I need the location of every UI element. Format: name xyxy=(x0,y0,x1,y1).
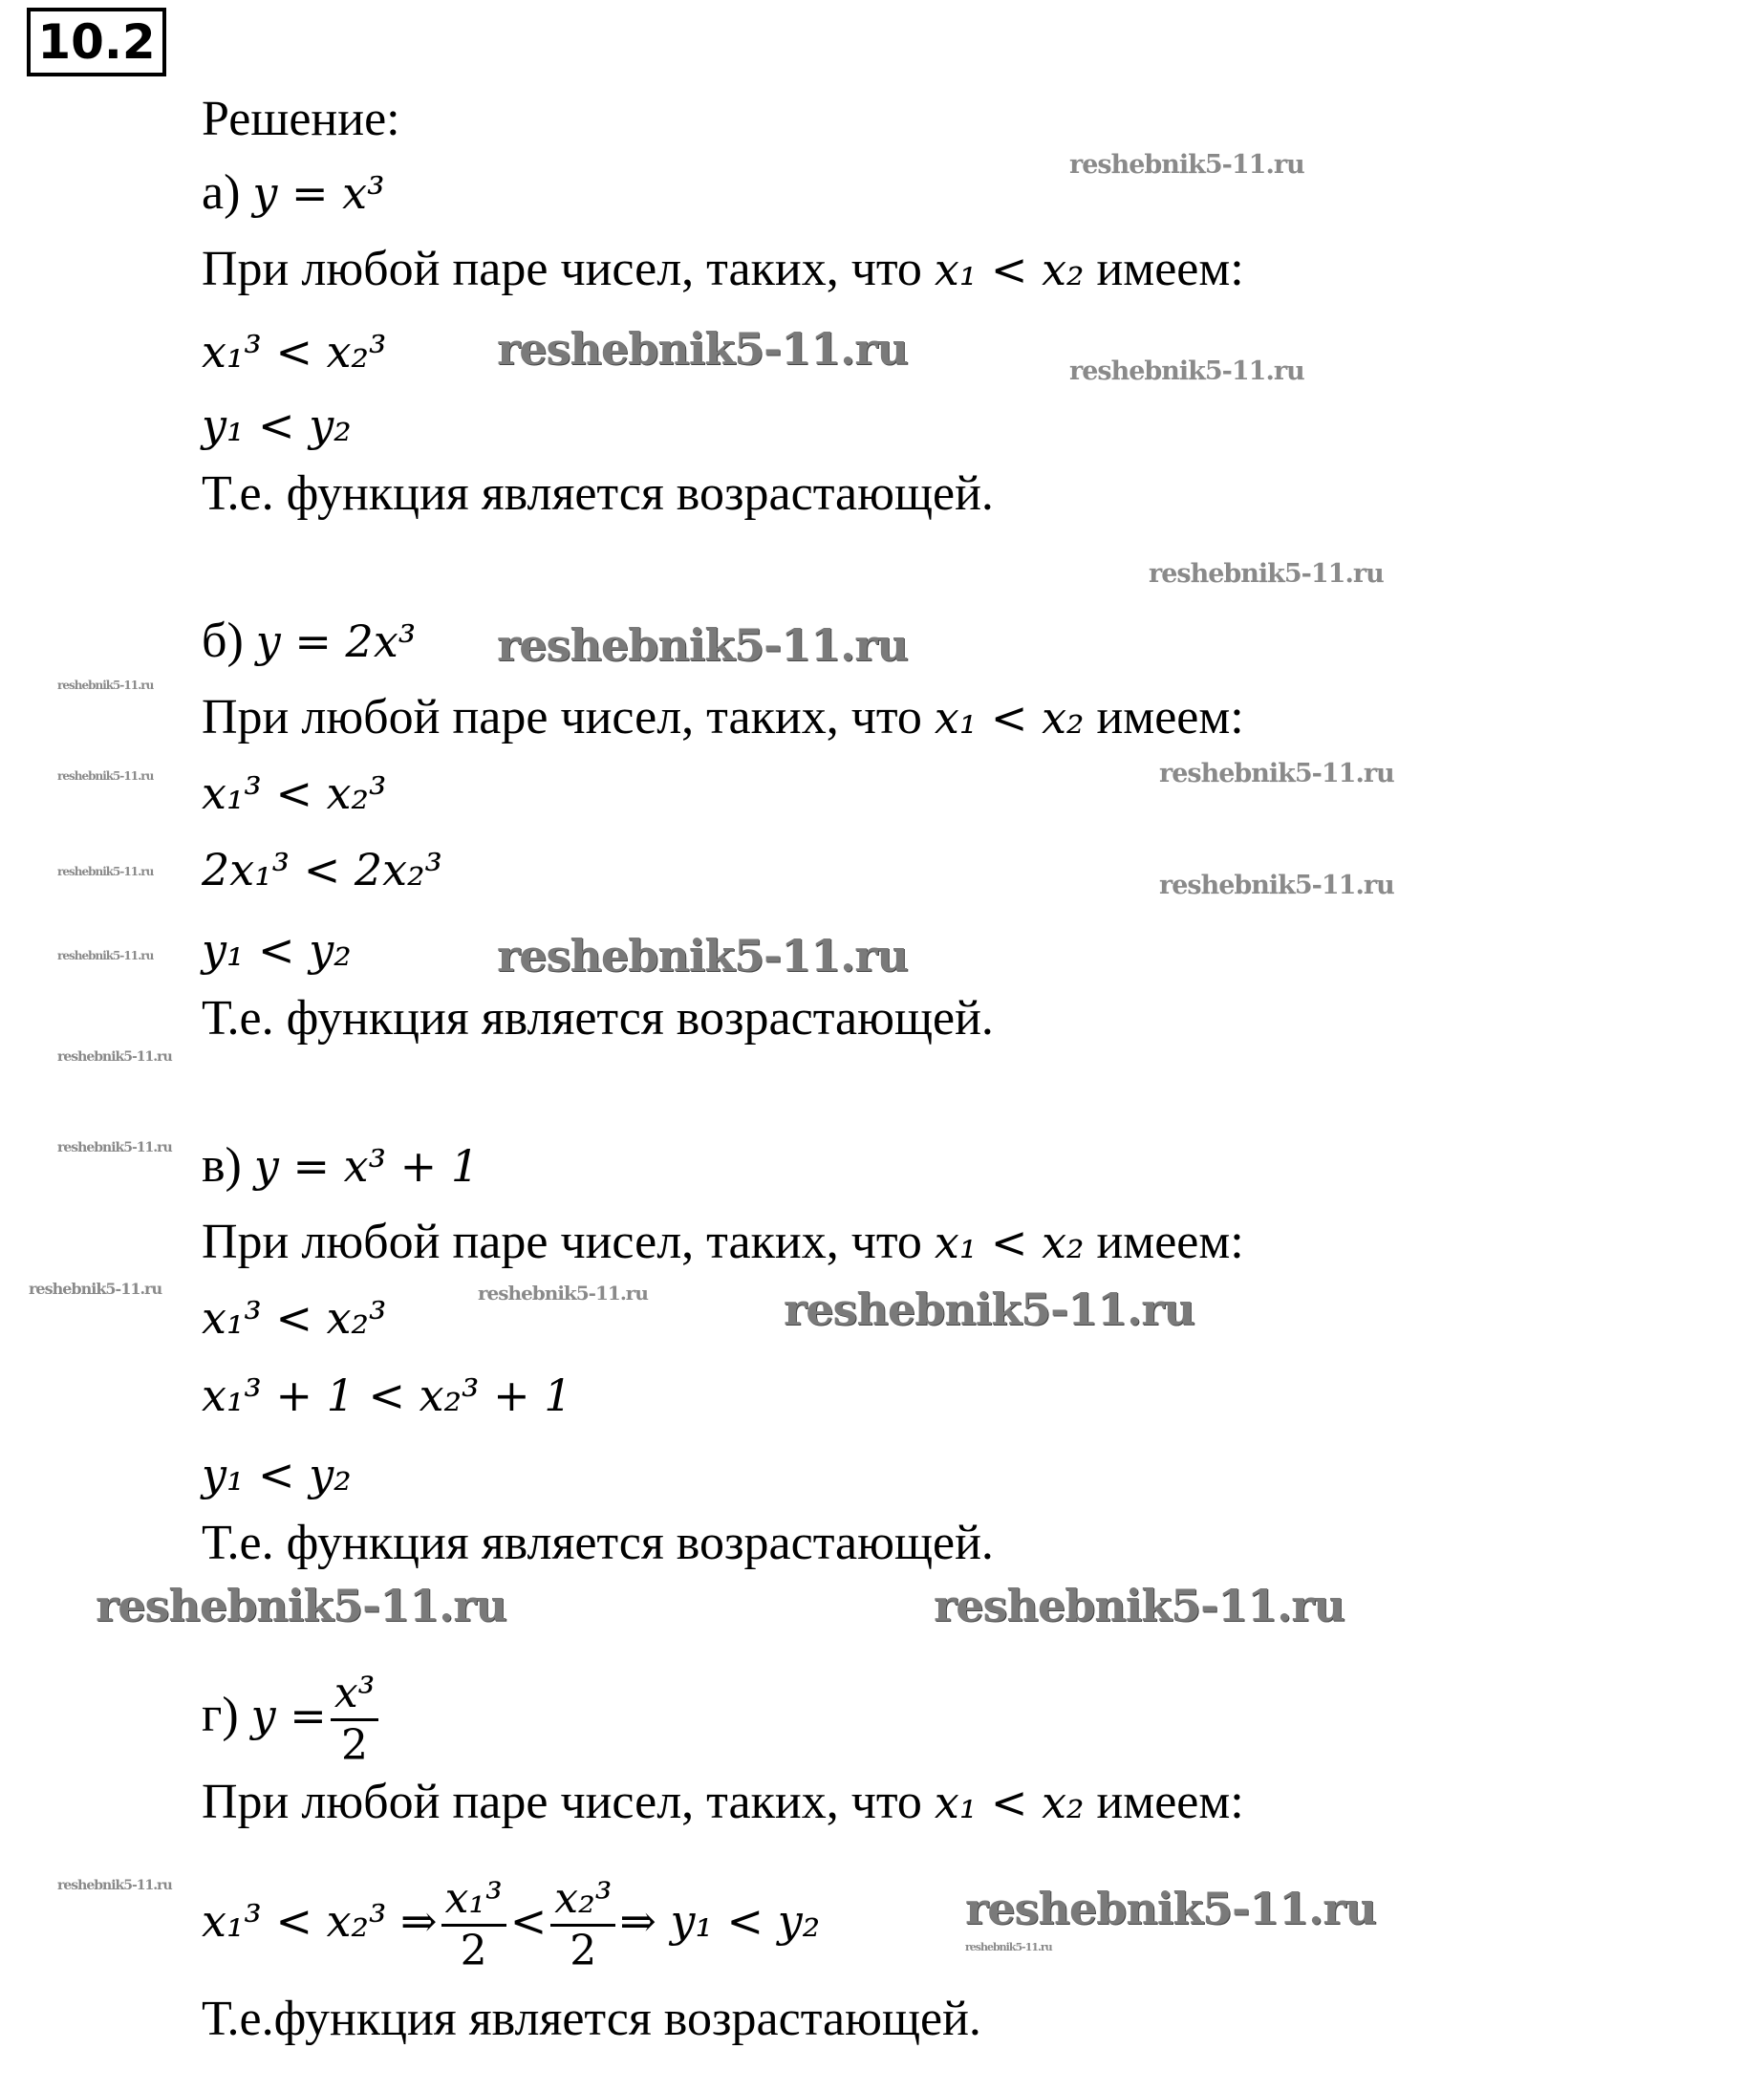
part-a-header: а) y = x³ xyxy=(202,165,385,220)
watermark: reshebnik5-11.ru xyxy=(1149,559,1384,589)
part-b-header: б) y = 2x³ xyxy=(202,614,417,668)
part-b-step2: 2x₁³ < 2x₂³ xyxy=(202,844,442,895)
watermark: reshebnik5-11.ru xyxy=(1159,759,1394,788)
watermark: reshebnik5-11.ru xyxy=(57,769,154,783)
part-b-step1: x₁³ < x₂³ xyxy=(202,767,387,819)
part-c-conclusion: Т.е. функция является возрастающей. xyxy=(202,1516,994,1570)
part-d-conclusion: Т.е.функция является возрастающей. xyxy=(202,1992,981,2046)
watermark: reshebnik5-11.ru xyxy=(965,1941,1052,1953)
part-d-header: г) y = $\frac{\text{x³}}{2}$ xyxy=(202,1668,382,1771)
watermark: reshebnik5-11.ru xyxy=(1159,871,1394,900)
watermark: reshebnik5-11.ru xyxy=(497,323,908,375)
part-c-step1: x₁³ < x₂³ xyxy=(202,1292,387,1344)
watermark: reshebnik5-11.ru xyxy=(934,1580,1345,1631)
watermark: reshebnik5-11.ru xyxy=(497,619,908,671)
part-a-step1: x₁³ < x₂³ xyxy=(202,326,387,377)
watermark: reshebnik5-11.ru xyxy=(57,1049,172,1065)
watermark: reshebnik5-11.ru xyxy=(57,949,154,962)
part-b-premise: При любой паре чисел, таких, что x₁ < x₂ имеем: xyxy=(202,690,1244,744)
part-a-conclusion: Т.е. функция является возрастающей. xyxy=(202,466,994,521)
watermark: reshebnik5-11.ru xyxy=(57,1878,172,1893)
part-a-premise: При любой паре чисел, таких, что x₁ < x₂ имеем: xyxy=(202,242,1244,296)
part-c-premise: При любой паре чисел, таких, что x₁ < x₂ имеем: xyxy=(202,1215,1244,1269)
part-c-header: в) y = x³ + 1 xyxy=(202,1138,480,1193)
watermark: reshebnik5-11.ru xyxy=(784,1283,1194,1335)
watermark: reshebnik5-11.ru xyxy=(497,930,908,981)
part-b-step3: y₁ < y₂ xyxy=(202,924,352,976)
solution-label: Решение: xyxy=(202,92,400,146)
part-c-step2: x₁³ + 1 < x₂³ + 1 xyxy=(202,1370,572,1421)
watermark: reshebnik5-11.ru xyxy=(1069,356,1304,386)
watermark: reshebnik5-11.ru xyxy=(478,1282,648,1305)
part-d-chain: x₁³ < x₂³ ⇒ $\frac{\text{x₁³}}{2}$ < $\frac{\text{x₂³}}{2}$ ⇒ y₁ < y₂ xyxy=(202,1873,821,1975)
part-a-step2: y₁ < y₂ xyxy=(202,399,352,451)
fraction: $\frac{\text{x³}}{2}$ xyxy=(331,1669,378,1771)
fraction: $\frac{\text{x₁³}}{2}$ xyxy=(441,1874,506,1976)
watermark: reshebnik5-11.ru xyxy=(29,1280,162,1298)
watermark: reshebnik5-11.ru xyxy=(1069,150,1304,180)
part-b-conclusion: Т.е. функция является возрастающей. xyxy=(202,991,994,1046)
part-c-step3: y₁ < y₂ xyxy=(202,1449,352,1500)
problem-number: 10.2 xyxy=(27,8,166,76)
fraction: $\frac{\text{x₂³}}{2}$ xyxy=(550,1874,615,1976)
watermark: reshebnik5-11.ru xyxy=(57,679,154,692)
part-d-premise: При любой паре чисел, таких, что x₁ < x₂ имеем: xyxy=(202,1775,1244,1829)
watermark: reshebnik5-11.ru xyxy=(96,1580,506,1631)
watermark: reshebnik5-11.ru xyxy=(57,1140,172,1155)
watermark: reshebnik5-11.ru xyxy=(57,865,154,878)
watermark: reshebnik5-11.ru xyxy=(965,1883,1376,1934)
